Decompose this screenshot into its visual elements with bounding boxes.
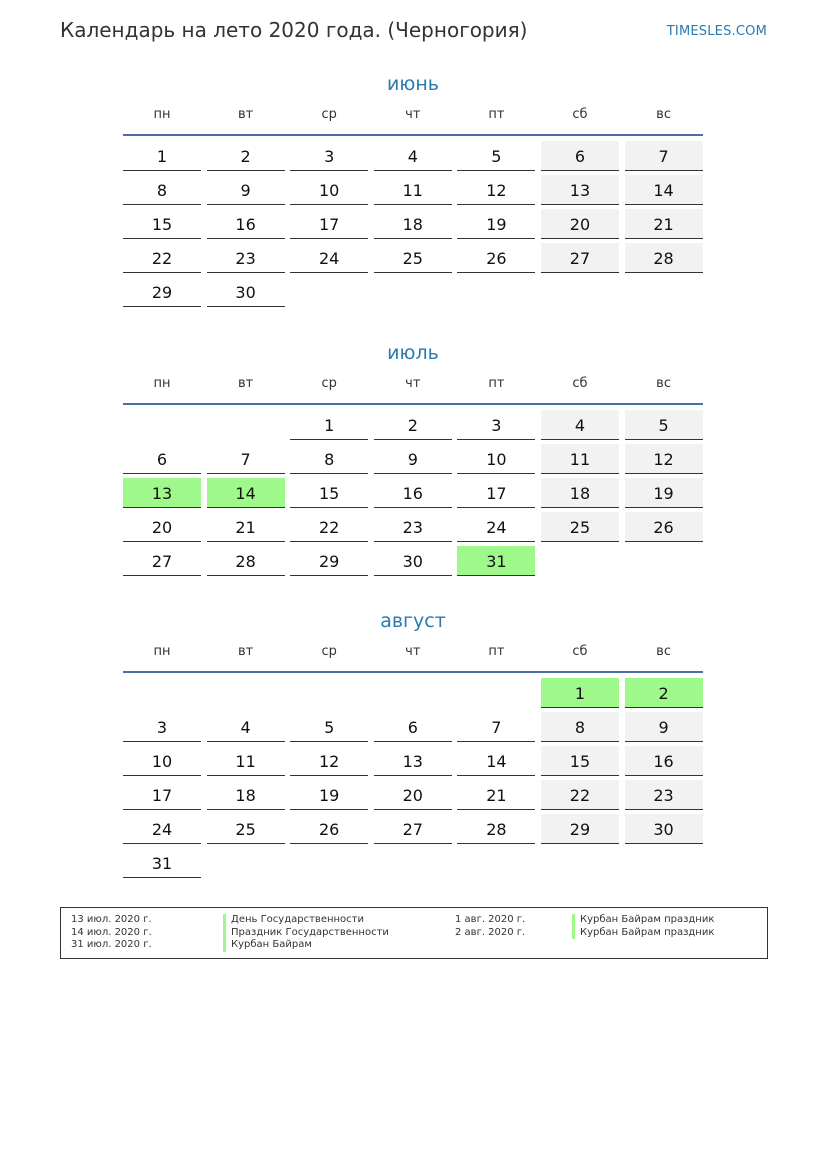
day-cell: 5	[625, 410, 703, 440]
day-cell: 17	[457, 478, 535, 508]
legend-column-left	[71, 914, 389, 952]
day-cell: 8	[541, 712, 619, 742]
day-cell: 18	[207, 780, 285, 810]
weekday-label: чт	[405, 644, 421, 659]
day-cell: 30	[625, 814, 703, 844]
day-cell: 27	[541, 243, 619, 273]
empty-cell	[123, 410, 201, 440]
day-cell: 22	[290, 512, 368, 542]
legend-row	[71, 927, 389, 940]
day-cell: 20	[541, 209, 619, 239]
day-cell: 29	[541, 814, 619, 844]
empty-cell	[207, 678, 285, 708]
day-cell: 31	[123, 848, 201, 878]
weekday-label: ср	[321, 644, 337, 659]
day-cell: 3	[290, 141, 368, 171]
holiday-cell: 14	[207, 478, 285, 508]
day-cell: 24	[290, 243, 368, 273]
empty-cell	[123, 678, 201, 708]
day-cell: 3	[123, 712, 201, 742]
day-cell: 26	[290, 814, 368, 844]
legend-row	[71, 914, 389, 927]
day-cell: 13	[541, 175, 619, 205]
month-july	[123, 339, 703, 576]
day-cell: 23	[207, 243, 285, 273]
day-cell: 9	[374, 444, 452, 474]
day-cell: 23	[374, 512, 452, 542]
day-cell: 4	[374, 141, 452, 171]
day-cell: 17	[290, 209, 368, 239]
day-cell: 23	[625, 780, 703, 810]
site-link[interactable]: TIMESLES.COM	[666, 24, 767, 39]
legend-holiday-name: Праздник Государственности	[223, 927, 389, 940]
day-cell: 26	[625, 512, 703, 542]
page-title: Календарь на лето 2020 года. (Черногория)	[60, 18, 528, 42]
day-cell: 26	[457, 243, 535, 273]
month-june	[123, 70, 703, 307]
day-cell: 15	[123, 209, 201, 239]
day-cell: 22	[123, 243, 201, 273]
day-cell: 7	[207, 444, 285, 474]
day-cell: 8	[290, 444, 368, 474]
empty-cell	[207, 410, 285, 440]
day-cell: 29	[290, 546, 368, 576]
day-cell: 11	[541, 444, 619, 474]
day-cell: 7	[457, 712, 535, 742]
day-cell: 28	[207, 546, 285, 576]
day-cell: 10	[457, 444, 535, 474]
day-cell: 9	[207, 175, 285, 205]
weekday-label: ср	[321, 107, 337, 122]
day-cell: 30	[374, 546, 452, 576]
day-cell: 5	[457, 141, 535, 171]
legend-holiday-name: День Государственности	[223, 914, 364, 927]
legend-row	[71, 939, 389, 952]
legend-date: 14 июл. 2020 г.	[71, 926, 152, 938]
day-cell: 17	[123, 780, 201, 810]
weekday-label: пн	[153, 644, 171, 659]
day-cell: 6	[374, 712, 452, 742]
day-cell: 24	[457, 512, 535, 542]
day-cell: 28	[625, 243, 703, 273]
month-name: июль	[387, 342, 439, 364]
day-cell: 25	[207, 814, 285, 844]
legend-date: 2 авг. 2020 г.	[455, 926, 526, 938]
day-cell: 27	[374, 814, 452, 844]
month-name: июнь	[387, 73, 439, 95]
day-cell: 16	[207, 209, 285, 239]
weekday-header	[123, 104, 703, 136]
day-cell: 15	[290, 478, 368, 508]
day-cell: 20	[374, 780, 452, 810]
weekday-header	[123, 641, 703, 673]
day-cell: 18	[541, 478, 619, 508]
empty-cell	[290, 678, 368, 708]
day-cell: 25	[374, 243, 452, 273]
day-cell: 11	[374, 175, 452, 205]
weekday-label: вт	[237, 107, 254, 122]
weekday-header	[123, 373, 703, 405]
day-cell: 15	[541, 746, 619, 776]
day-cell: 14	[457, 746, 535, 776]
day-cell: 24	[123, 814, 201, 844]
weekday-label: вт	[237, 644, 254, 659]
day-cell: 7	[625, 141, 703, 171]
day-cell: 10	[123, 746, 201, 776]
weekday-label: чт	[405, 107, 421, 122]
weekday-label: сб	[572, 107, 588, 122]
day-cell: 14	[625, 175, 703, 205]
holiday-cell: 1	[541, 678, 619, 708]
month-name: август	[380, 610, 446, 632]
weekday-label: сб	[572, 644, 588, 659]
day-cell: 2	[207, 141, 285, 171]
weekday-label: пт	[488, 376, 505, 391]
weekday-label: сб	[572, 376, 588, 391]
day-cell: 13	[374, 746, 452, 776]
day-cell: 21	[457, 780, 535, 810]
legend-date: 13 июл. 2020 г.	[71, 914, 152, 925]
day-grid	[123, 410, 703, 576]
holiday-cell: 31	[457, 546, 535, 576]
weekday-label: пн	[153, 376, 171, 391]
day-cell: 16	[625, 746, 703, 776]
holiday-cell: 2	[625, 678, 703, 708]
weekday-label: вс	[656, 376, 671, 391]
day-cell: 2	[374, 410, 452, 440]
legend-row	[455, 927, 714, 940]
empty-cell	[374, 678, 452, 708]
weekday-label: ср	[321, 376, 337, 391]
day-cell: 12	[290, 746, 368, 776]
day-cell: 10	[290, 175, 368, 205]
legend-holiday-name: Курбан Байрам праздник	[572, 927, 714, 940]
day-cell: 11	[207, 746, 285, 776]
day-cell: 19	[625, 478, 703, 508]
holiday-legend	[60, 907, 768, 959]
weekday-label: вт	[237, 376, 254, 391]
day-cell: 18	[374, 209, 452, 239]
day-cell: 4	[541, 410, 619, 440]
day-cell: 6	[541, 141, 619, 171]
empty-cell	[457, 678, 535, 708]
day-cell: 5	[290, 712, 368, 742]
month-august	[123, 607, 703, 878]
day-cell: 3	[457, 410, 535, 440]
day-cell: 9	[625, 712, 703, 742]
legend-column-right	[455, 914, 714, 939]
day-cell: 1	[123, 141, 201, 171]
weekday-label: чт	[405, 376, 421, 391]
day-grid	[123, 141, 703, 307]
legend-date: 31 июл. 2020 г.	[71, 939, 152, 950]
day-cell: 12	[457, 175, 535, 205]
day-cell: 16	[374, 478, 452, 508]
day-cell: 6	[123, 444, 201, 474]
legend-date: 1 авг. 2020 г.	[455, 914, 526, 925]
weekday-label: пн	[153, 107, 171, 122]
day-cell: 21	[207, 512, 285, 542]
day-cell: 25	[541, 512, 619, 542]
day-cell: 19	[290, 780, 368, 810]
weekday-label: пт	[488, 107, 505, 122]
legend-holiday-name: Курбан Байрам	[223, 939, 312, 952]
day-cell: 22	[541, 780, 619, 810]
weekday-label: вс	[656, 107, 671, 122]
weekday-label: вс	[656, 644, 671, 659]
legend-holiday-name: Курбан Байрам праздник	[572, 914, 714, 927]
day-cell: 4	[207, 712, 285, 742]
day-cell: 8	[123, 175, 201, 205]
day-cell: 1	[290, 410, 368, 440]
day-cell: 27	[123, 546, 201, 576]
day-cell: 19	[457, 209, 535, 239]
day-cell: 12	[625, 444, 703, 474]
day-cell: 28	[457, 814, 535, 844]
day-cell: 20	[123, 512, 201, 542]
day-grid	[123, 678, 703, 878]
holiday-cell: 13	[123, 478, 201, 508]
weekday-label: пт	[488, 644, 505, 659]
legend-row	[455, 914, 714, 927]
day-cell: 29	[123, 277, 201, 307]
day-cell: 21	[625, 209, 703, 239]
day-cell: 30	[207, 277, 285, 307]
